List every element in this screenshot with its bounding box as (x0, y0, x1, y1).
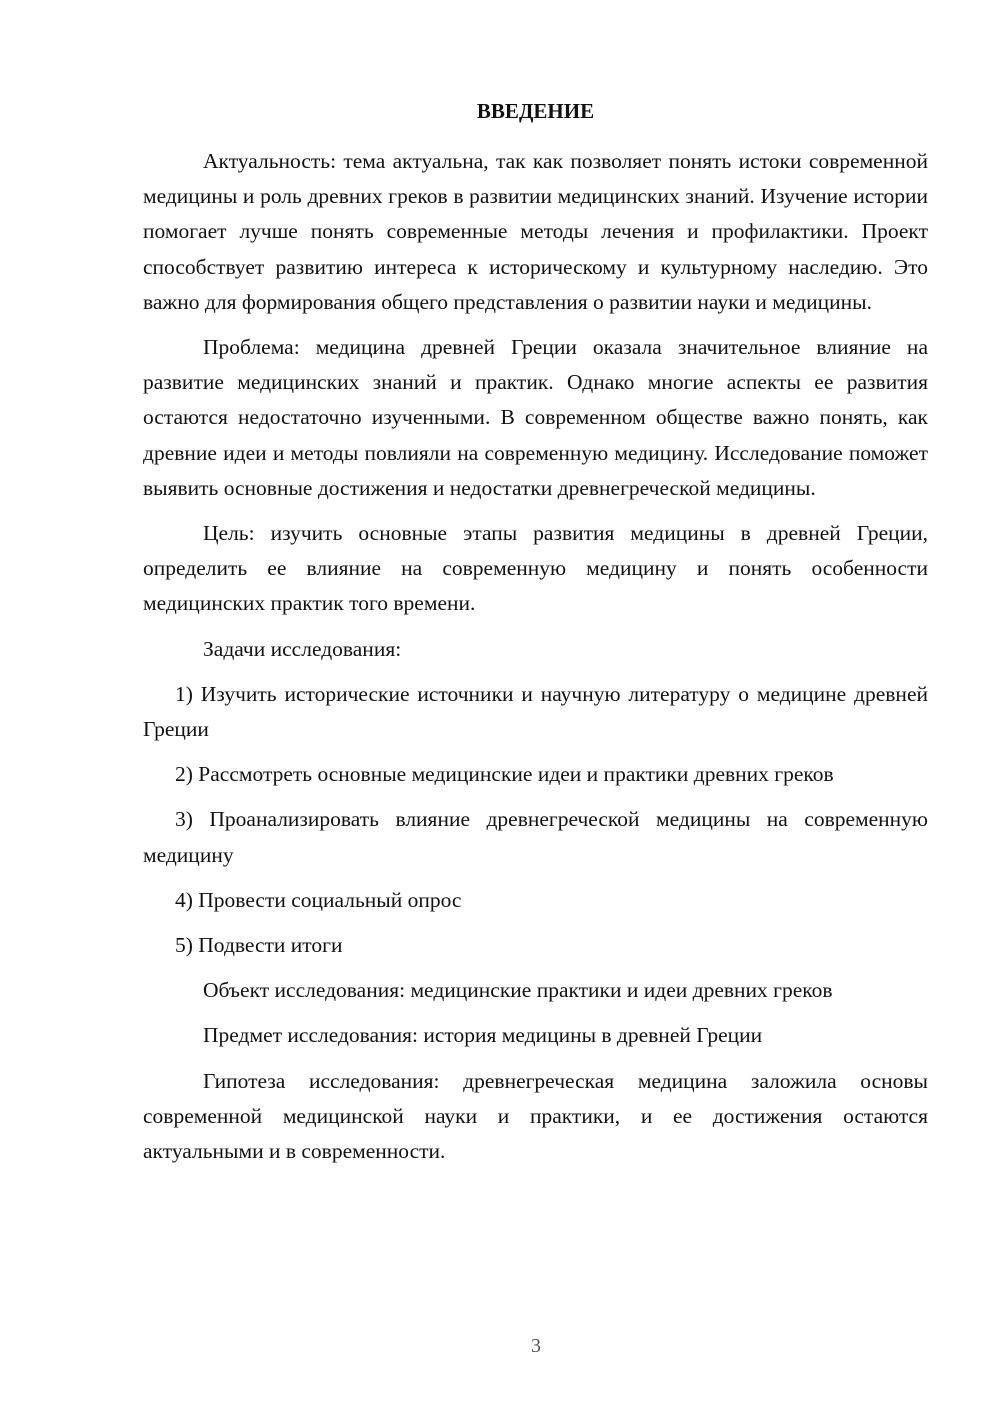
page-title: ВВЕДЕНИЕ (476, 99, 595, 123)
task-item: 2) Рассмотреть основные медицинские идеи и практики древних греков (175, 762, 834, 787)
page-number: 3 (531, 1335, 541, 1357)
task-item: 5) Подвести итоги (175, 933, 343, 958)
tasks-heading: Задачи исследования: (203, 636, 402, 661)
hypothesis-paragraph: Гипотеза исследования: древнегреческая медицина заложила основы современной медицинской науки и практики, и ее достижения остаются актуальными и в современности. (143, 1068, 928, 1164)
subject-paragraph: Предмет исследования: история медицины в древней Греции (203, 1023, 763, 1048)
document-body (143, 144, 928, 1169)
goal-paragraph: Цель: изучить основные этапы развития медицины в древней Греции, определить ее влияние на современную медицину и понять особенности медицинских практик того времени. (143, 521, 928, 616)
problem-paragraph: Проблема: медицина древней Греции оказала значительное влияние на развитие медицинских знаний и практик. Однако многие аспекты ее развития остаются недостаточно изученными. В современном обществе важно понять, как древние идеи и методы повлияли на современную медицину. Исследование поможет выявить основные достижения и недостатки древнегреческой медицины. (143, 335, 928, 500)
task-item: 3) Проанализировать влияние древнегреческой медицины на современную медицину (143, 807, 928, 867)
object-paragraph: Объект исследования: медицинские практики и идеи древних греков (203, 978, 833, 1003)
task-item: 4) Провести социальный опрос (175, 887, 462, 912)
task-item: 1) Изучить исторические источники и научную литературу о медицине древней Греции (143, 681, 928, 742)
relevance-paragraph: Актуальность: тема актуальна, так как позволяет понять истоки современной медицины и роль древних греков в развитии медицинских знаний. Изучение истории помогает лучше понять современные методы лечения и профилактики. Проект способствует развитию интереса к историческому и культурному наследию. Это важно для формирования общего представления о развитии науки и медицины. (143, 149, 928, 314)
